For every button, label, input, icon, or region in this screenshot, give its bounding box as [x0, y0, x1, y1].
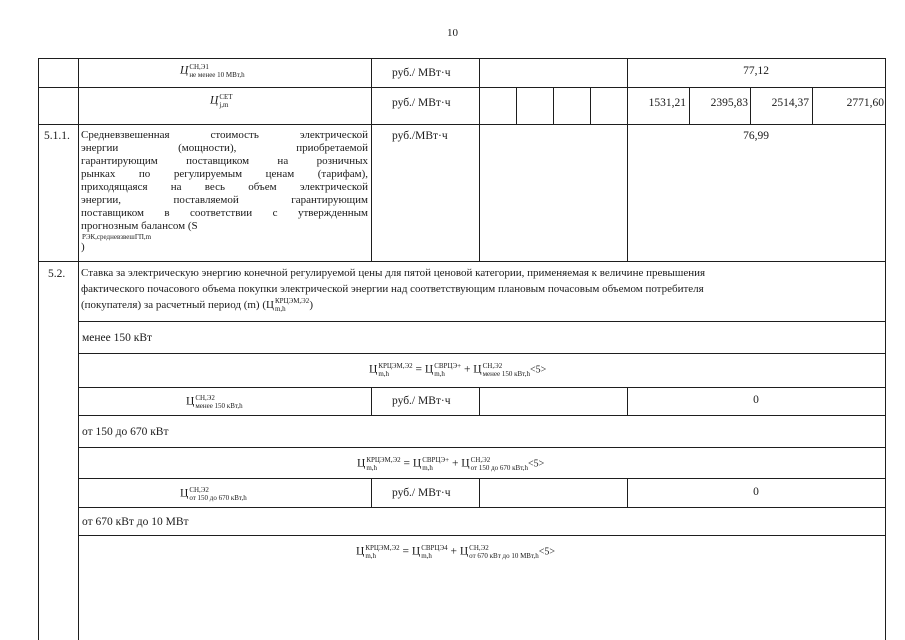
value-cell: 0 — [753, 394, 759, 406]
tariff-symbol: Ц СН,Э1 не менее 10 МВт,h — [180, 63, 245, 79]
rule — [78, 321, 886, 322]
value-cell: 1531,21 — [648, 97, 686, 109]
unit-label: руб./ МВт·ч — [392, 487, 451, 499]
unit-label: руб./ МВт·ч — [392, 67, 451, 79]
rule — [516, 87, 517, 124]
row-description: Средневзвешенная стоимость электрической энергии (мощности), приобретаемой гарантирующим поставщиком на розничных рынках по регулируемым ценам (тарифам), приходящаяся на весь объем электрической энергии, поставляемой гарантирующим поставщиком в соответствии с утвержденным прогнозным балансом (S РЭК,средневзвешГП,m ) — [81, 129, 368, 253]
rule — [885, 58, 886, 640]
rule — [38, 124, 886, 125]
group-label: от 150 до 670 кВт — [82, 426, 169, 438]
rule — [78, 387, 886, 388]
rule — [38, 87, 886, 88]
value-cell: 2395,83 — [710, 97, 748, 109]
rule — [78, 535, 886, 536]
value-cell: 0 — [753, 486, 759, 498]
rule — [78, 507, 886, 508]
group-label: менее 150 кВт — [82, 332, 153, 344]
rule — [78, 353, 886, 354]
rule — [479, 58, 480, 261]
value-cell: 77,12 — [743, 65, 769, 77]
row-number: 5.1.1. — [44, 130, 70, 142]
rule — [38, 58, 39, 640]
unit-label: руб./ МВт·ч — [392, 97, 451, 109]
rule — [371, 387, 372, 415]
rule — [627, 58, 628, 261]
row-number: 5.2. — [48, 268, 66, 280]
tariff-symbol: Ц СЕТ j,m — [210, 93, 233, 109]
rule — [78, 415, 886, 416]
formula: Ц КРЦЭМ,Э2 m,h = Ц СВРЦЭ+ m,h + Ц СН,Э2 от 150 до 670 кВт,h <5> — [357, 456, 545, 472]
rule — [590, 87, 591, 124]
unit-label: руб./ МВт·ч — [392, 395, 451, 407]
rule — [371, 58, 372, 261]
rule — [371, 478, 372, 507]
rule — [479, 478, 480, 507]
rule — [38, 58, 886, 59]
formula: Ц КРЦЭМ,Э2 m,h = Ц СВРЦЭ4 m,h + Ц СН,Э2 от 670 кВт до 10 МВт,h <5> — [356, 544, 556, 560]
unit-label: руб./МВт·ч — [392, 130, 448, 142]
formula: Ц КРЦЭМ,Э2 m,h = Ц СВРЦЭ+ m,h + Ц СН,Э2 менее 150 кВт,h <5> — [369, 362, 547, 378]
rule — [78, 447, 886, 448]
rule — [553, 87, 554, 124]
rule — [479, 387, 480, 415]
rule — [78, 478, 886, 479]
row-description: Ставка за электрическую энергию конечной регулируемой цены для пятой ценовой категории, применяемая к величине превышения фактического почасового объема покупки электрической энергии над соответствующим плановым почасовым объемом потребителя (покупателя) за расчетный период (m) (Ц КРЦЭМ,Э2 m,h ) — [81, 267, 706, 314]
value-cell: 76,99 — [743, 130, 769, 142]
tariff-symbol: Ц СН,Э2 от 150 до 670 кВт,h — [180, 486, 247, 502]
rule — [78, 58, 79, 640]
group-label: от 670 кВт до 10 МВт — [82, 516, 189, 528]
rule — [38, 261, 886, 262]
page-number: 10 — [447, 27, 458, 39]
tariff-symbol: Ц СН,Э2 менее 150 кВт,h — [186, 394, 243, 410]
value-cell: 2771,60 — [846, 97, 884, 109]
value-cell: 2514,37 — [771, 97, 809, 109]
